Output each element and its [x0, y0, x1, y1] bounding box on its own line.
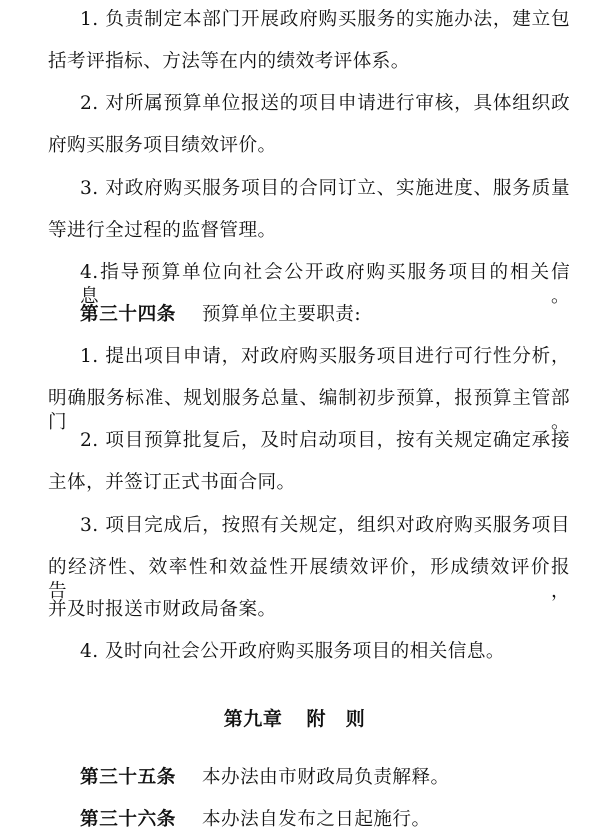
- paragraph-line: 4.指导预算单位向社会公开政府购买服务项目的相关信息。: [80, 262, 570, 307]
- article-title: 第三十六条: [80, 809, 176, 830]
- article-text: 本办法由市财政局负责解释。: [201, 767, 450, 788]
- article-35: [80, 766, 570, 790]
- paragraph-line: 2. 对所属预算单位报送的项目申请进行审核，具体组织政: [80, 93, 570, 114]
- paragraph-line: 主体，并签订正式书面合同。: [48, 472, 296, 493]
- article-text: 本办法自发布之日起施行。: [201, 809, 431, 830]
- paragraph-line: 并及时报送市财政局备案。: [48, 599, 277, 620]
- chapter-heading: [0, 707, 589, 731]
- paragraph-line: 等进行全过程的监督管理。: [48, 220, 277, 241]
- chapter-name: 附 则: [306, 708, 366, 730]
- paragraph-line: 明确服务标准、规划服务总量、编制初步预算，报预算主管部门。: [48, 388, 570, 433]
- article-title: 第三十五条: [80, 767, 176, 788]
- paragraph-line: 1. 提出项目申请，对政府购买服务项目进行可行性分析，: [80, 346, 570, 367]
- paragraph-line: 2. 项目预算批复后，及时启动项目，按有关规定确定承接: [80, 430, 570, 451]
- article-title: 第三十四条: [80, 304, 176, 325]
- article-36: [80, 808, 570, 832]
- article-text: 预算单位主要职责:: [201, 304, 362, 325]
- paragraph-line: 府购买服务项目绩效评价。: [48, 135, 277, 156]
- article-34: [80, 303, 570, 327]
- paragraph-line: 3. 项目完成后，按照有关规定，组织对政府购买服务项目: [80, 515, 570, 536]
- chapter-number: 第九章: [223, 708, 283, 730]
- paragraph-line: 括考评指标、方法等在内的绩效考评体系。: [48, 51, 410, 72]
- paragraph-line: 3. 对政府购买服务项目的合同订立、实施进度、服务质量: [80, 178, 570, 199]
- paragraph-line: 4. 及时向社会公开政府购买服务项目的相关信息。: [80, 641, 505, 662]
- paragraph-line: 1. 负责制定本部门开展政府购买服务的实施办法，建立包: [80, 9, 570, 30]
- paragraph-line: 的经济性、效率性和效益性开展绩效评价，形成绩效评价报告，: [48, 557, 570, 602]
